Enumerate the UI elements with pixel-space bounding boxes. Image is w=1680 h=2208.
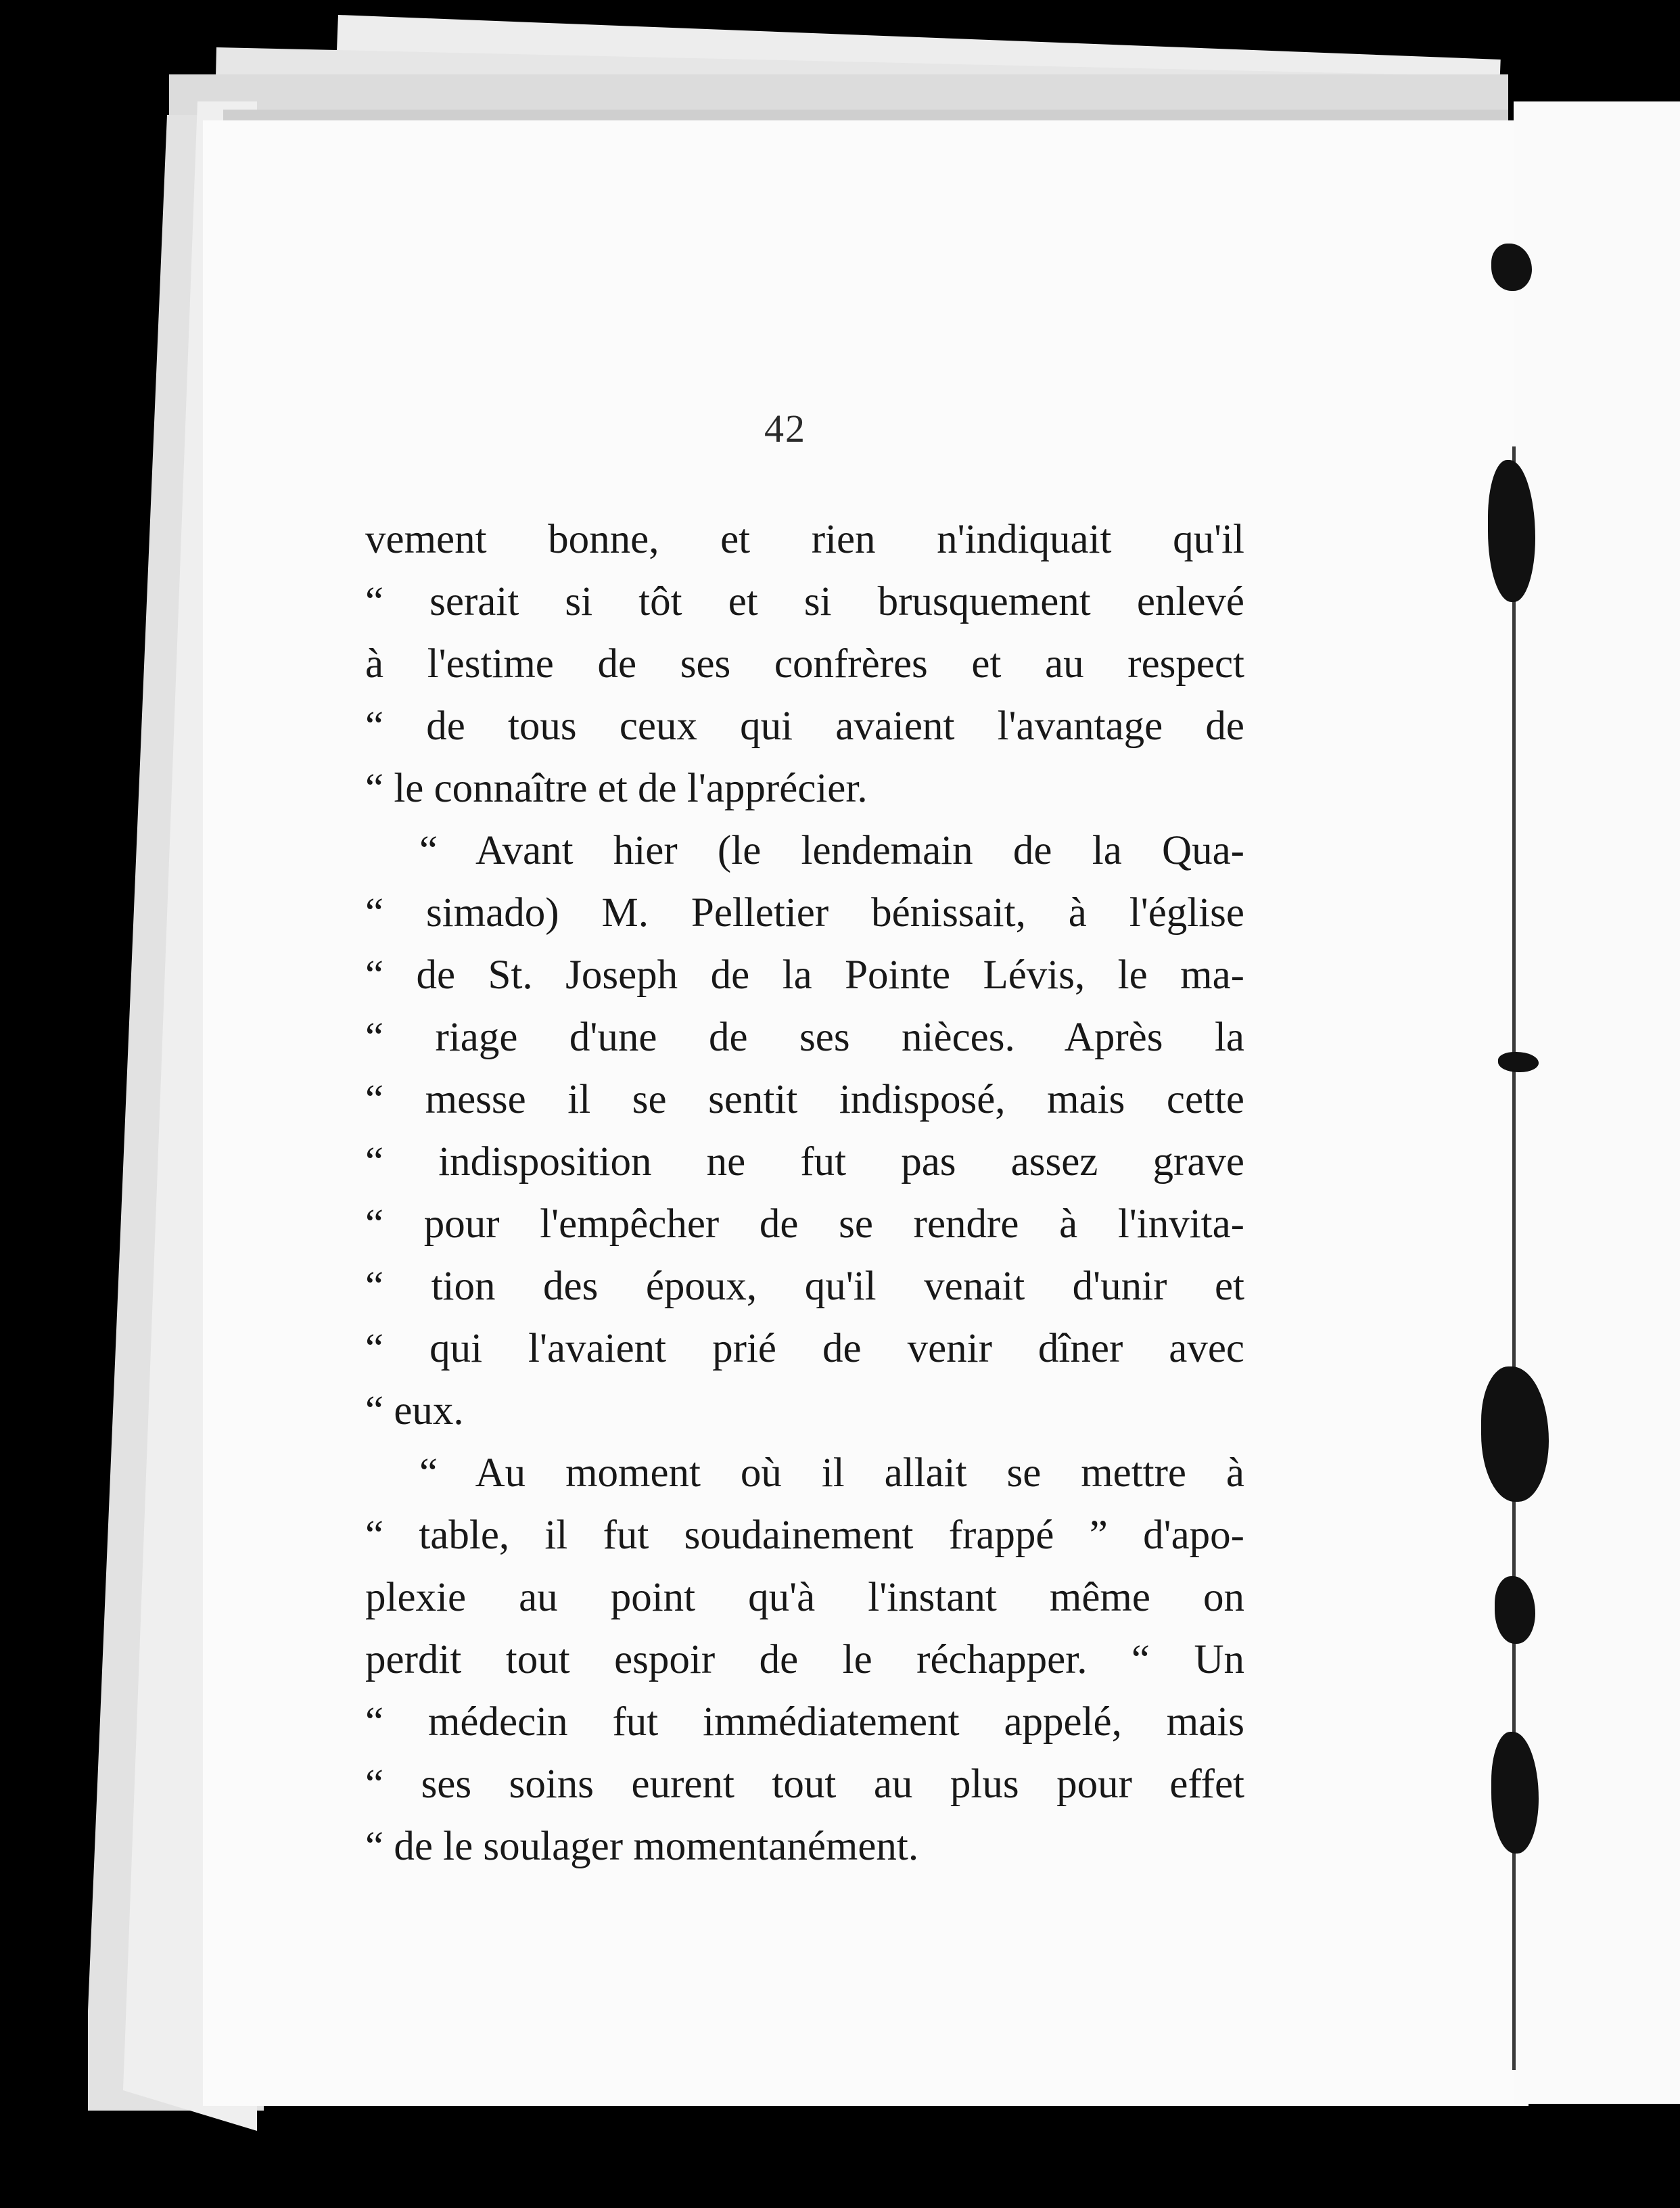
paragraph-start-line: “ Avant hier (le lendemain de la Qua- bbox=[419, 828, 1244, 873]
page-number: 42 bbox=[764, 407, 806, 451]
text-line: “ tion des époux, qu'il venait d'unir et bbox=[365, 1264, 1244, 1309]
text-line: “ messe il se sentit indisposé, mais cette bbox=[365, 1077, 1244, 1122]
binding-stain bbox=[1498, 1052, 1539, 1072]
text-line: “ eux. bbox=[365, 1388, 464, 1433]
text-line: “ serait si tôt et si brusquement enlevé bbox=[365, 579, 1244, 624]
text-line: “ pour l'empêcher de se rendre à l'invita- bbox=[365, 1201, 1244, 1247]
text-line: à l'estime de ses confrères et au respect bbox=[365, 641, 1244, 687]
paragraph-start-line: “ Au moment où il allait se mettre à bbox=[419, 1450, 1244, 1496]
text-line: “ de St. Joseph de la Pointe Lévis, le ma- bbox=[365, 952, 1244, 998]
text-line: “ médecin fut immédiatement appelé, mais bbox=[365, 1699, 1244, 1745]
text-line: “ le connaître et de l'apprécier. bbox=[365, 766, 868, 811]
text-line: “ de le soulager momentanément. bbox=[365, 1824, 919, 1869]
text-line: “ ses soins eurent tout au plus pour effet bbox=[365, 1762, 1244, 1807]
text-line: perdit tout espoir de le réchapper. “ Un bbox=[365, 1637, 1244, 1682]
text-line: “ indisposition ne fut pas assez grave bbox=[365, 1139, 1244, 1184]
text-line: plexie au point qu'à l'instant même on bbox=[365, 1575, 1244, 1620]
body-text bbox=[365, 509, 1244, 1878]
facing-page-edge bbox=[1514, 101, 1680, 2104]
text-line: “ qui l'avaient prié de venir dîner avec bbox=[365, 1326, 1244, 1371]
text-line: vement bonne, et rien n'indiquait qu'il bbox=[365, 517, 1244, 562]
text-line: “ simado) M. Pelletier bénissait, à l'église bbox=[365, 890, 1244, 936]
text-line: “ riage d'une de ses nièces. Après la bbox=[365, 1015, 1244, 1060]
text-line: “ de tous ceux qui avaient l'avantage de bbox=[365, 704, 1244, 749]
text-line: “ table, il fut soudainement frappé ” d'apo- bbox=[365, 1513, 1244, 1558]
